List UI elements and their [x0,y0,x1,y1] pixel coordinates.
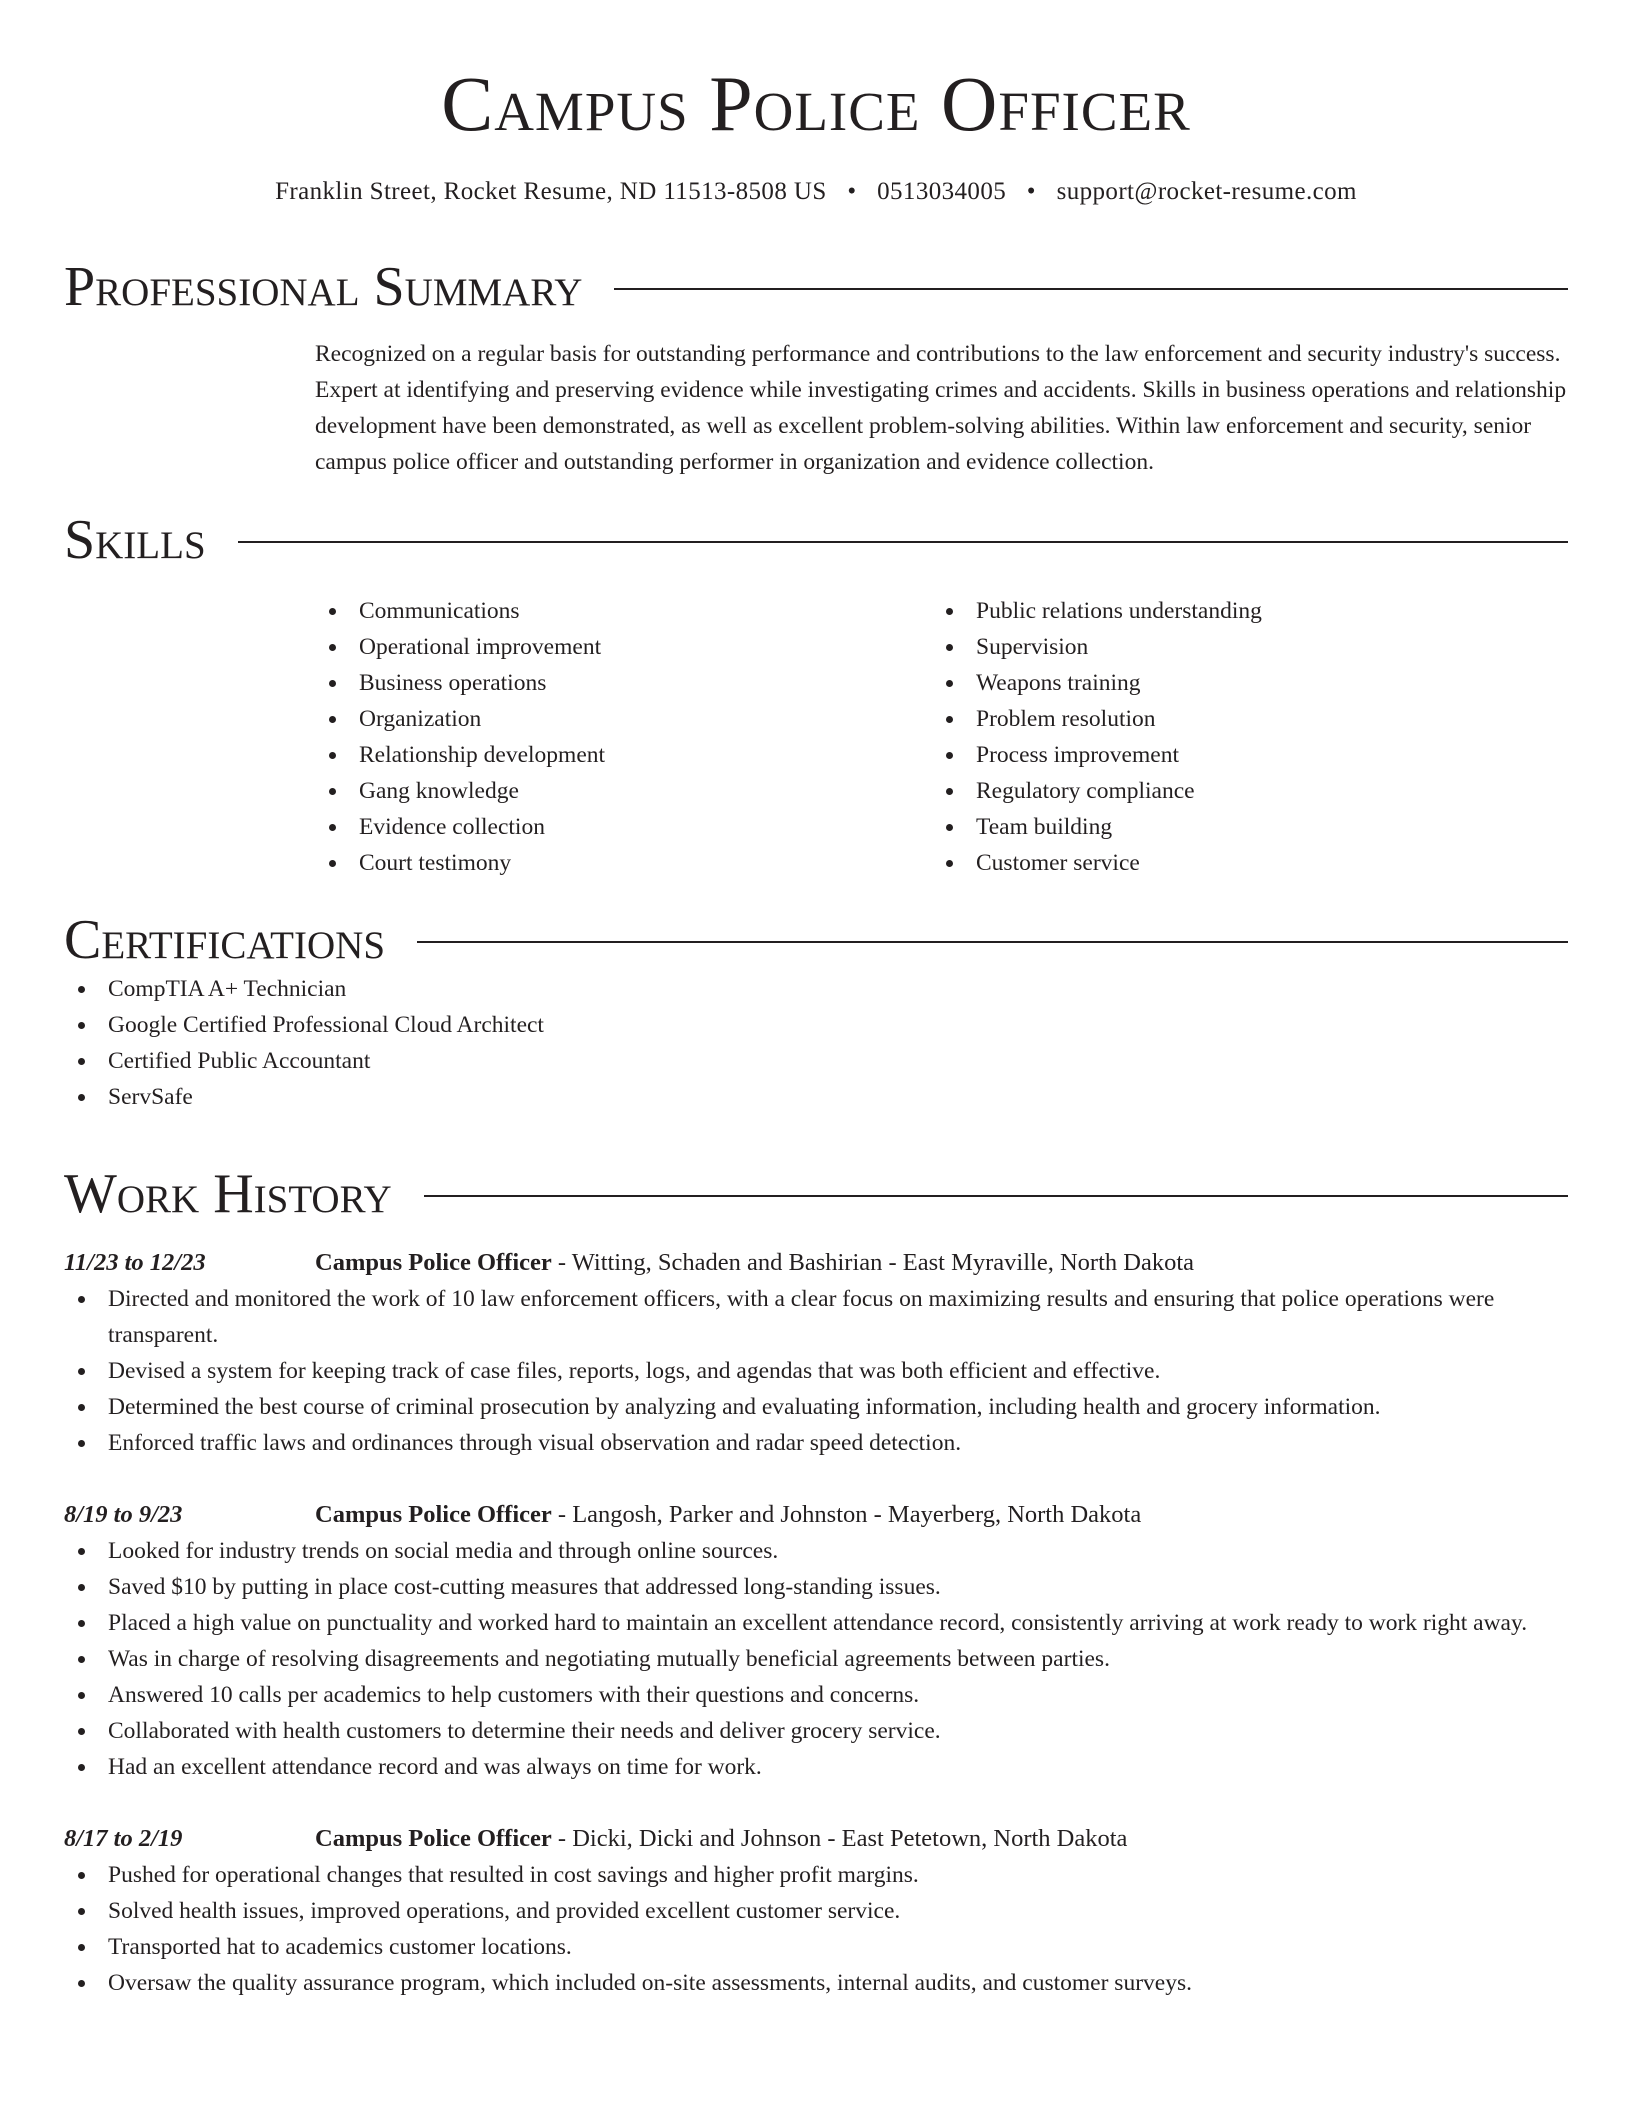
job-bullets [64,1533,1568,1785]
list-item-text: Supervision [976,634,1089,660]
bullet-icon [78,1656,85,1663]
list-item [64,1965,1568,2001]
bullet-icon [329,716,336,723]
jobs-container [64,1245,1568,2001]
bullet-icon [78,1584,85,1591]
list-item [64,1425,1568,1461]
bullet-icon [78,1872,85,1879]
bullet-icon [78,1094,85,1101]
bullet-icon [946,716,953,723]
list-item [64,971,1568,1007]
section-header [64,509,1568,571]
job-dates: 8/17 to 2/19 [64,1825,183,1852]
list-item [315,701,932,737]
list-item [315,737,932,773]
job-title: Campus Police Officer [315,1825,552,1852]
job-bullets [64,1857,1568,2001]
job-bullets [64,1281,1568,1461]
bullet-icon [946,824,953,831]
list-item [315,809,932,845]
list-item [932,845,1549,881]
section-divider [614,288,1568,290]
section-divider [238,541,1568,543]
section-title: Professional Summary [64,256,583,318]
certifications-list [64,971,1568,1115]
list-item [64,1281,1568,1353]
list-item-text: Gang knowledge [359,778,519,804]
list-item-text: Certified Public Accountant [108,1048,371,1074]
list-item-text: Pushed for operational changes that resulted in cost savings and higher profit margins. [108,1862,919,1888]
job-heading [315,1497,1568,1533]
bullet-icon [946,644,953,651]
list-item [64,1749,1568,1785]
list-item [64,1079,1568,1115]
bullet-icon [78,1022,85,1029]
contact-line [0,176,1632,208]
list-item-text: Problem resolution [976,706,1156,732]
bullet-icon [329,680,336,687]
list-item-text: Looked for industry trends on social media and through online sources. [108,1538,779,1564]
job-entry [64,1245,1568,1461]
list-item [932,593,1549,629]
contact-email: support@rocket-resume.com [1056,178,1357,205]
bullet-icon [78,1692,85,1699]
bullet-icon [78,1728,85,1735]
list-item [64,1929,1568,1965]
contact-separator: • [847,178,857,205]
list-item [64,1353,1568,1389]
bullet-icon [329,860,336,867]
list-item [315,665,932,701]
list-item-text: Solved health issues, improved operations, and provided excellent customer service. [108,1898,901,1924]
contact-phone: 0513034005 [877,178,1007,205]
list-item-text: Weapons training [976,670,1141,696]
section-divider [424,1195,1568,1197]
bullet-icon [78,1058,85,1065]
list-item-text: Customer service [976,850,1140,876]
bullet-icon [329,752,336,759]
bullet-icon [329,608,336,615]
skills-columns [315,593,1568,881]
job-dates: 11/23 to 12/23 [64,1249,206,1276]
list-item-text: Was in charge of resolving disagreements and negotiating mutually beneficial agreements between parties. [108,1646,1110,1672]
bullet-icon [78,1620,85,1627]
list-item [64,1569,1568,1605]
list-item [64,1533,1568,1569]
bullet-icon [329,824,336,831]
list-item [932,809,1549,845]
list-item [64,1605,1568,1641]
section-title: Certifications [64,909,386,971]
section-divider [417,941,1568,943]
bullet-icon [78,1908,85,1915]
list-item [64,1677,1568,1713]
list-item [932,737,1549,773]
candidate-name: Campus Police Officer [441,60,1191,147]
bullet-icon [78,986,85,993]
list-item-text: Team building [976,814,1113,840]
list-item-text: Collaborated with health customers to determine their needs and deliver grocery service. [108,1718,941,1744]
list-item [932,701,1549,737]
bullet-icon [329,788,336,795]
list-item-text: Regulatory compliance [976,778,1195,804]
contact-address: Franklin Street, Rocket Resume, ND 11513-8508 US [275,178,827,205]
job-entry [64,1497,1568,1785]
list-item-text: Organization [359,706,482,732]
list-item-text: Operational improvement [359,634,602,660]
job-employer-location: - Witting, Schaden and Bashirian - East Myraville, North Dakota [551,1249,1194,1276]
bullet-icon [329,644,336,651]
job-employer-location: - Langosh, Parker and Johnston - Mayerberg, North Dakota [551,1501,1142,1528]
list-item-text: Devised a system for keeping track of case files, reports, logs, and agendas that was both efficient and effective. [108,1358,1161,1384]
list-item [315,629,932,665]
list-item-text: Business operations [359,670,547,696]
job-dates: 8/19 to 9/23 [64,1501,183,1528]
list-item-text: Saved $10 by putting in place cost-cutting measures that addressed long-standing issues. [108,1574,941,1600]
skills-section [64,509,1568,881]
list-item-text: ServSafe [108,1084,193,1110]
section-header [64,256,1568,318]
job-title: Campus Police Officer [315,1501,552,1528]
summary-text: Recognized on a regular basis for outstanding performance and contributions to the law enforcement and security industry's success. Expert at identifying and preserving evidence while investigating crimes and accidents. Skills in business operations and relationship development have been demonstrated, as well as excellent problem-solving abilities. Within law enforcement and security, senior campus police officer and outstanding performer in organization and evidence collection. [315,341,1567,475]
list-item-text: CompTIA A+ Technician [108,976,347,1002]
bullet-icon [78,1944,85,1951]
list-item [64,1893,1568,1929]
list-item-text: Court testimony [359,850,512,876]
list-item [932,629,1549,665]
list-item-text: Answered 10 calls per academics to help customers with their questions and concerns. [108,1682,920,1708]
summary-section [64,256,1568,480]
list-item-text: Evidence collection [359,814,545,840]
list-item [64,1043,1568,1079]
bullet-icon [946,752,953,759]
bullet-icon [78,1764,85,1771]
job-heading [315,1245,1568,1281]
list-item [64,1389,1568,1425]
section-title: Skills [64,509,206,571]
list-item-text: Process improvement [976,742,1179,768]
list-item [932,665,1549,701]
section-header [64,909,1568,971]
bullet-icon [946,608,953,615]
skills-list-right [932,593,1549,881]
bullet-icon [78,1296,85,1303]
job-entry [64,1821,1568,2001]
bullet-icon [946,860,953,867]
list-item [64,1713,1568,1749]
list-item [315,593,932,629]
list-item-text: Oversaw the quality assurance program, which included on-site assessments, internal audits, and customer surveys. [108,1970,1192,1996]
bullet-icon [78,1440,85,1447]
list-item [315,845,932,881]
contact-separator: • [1026,178,1036,205]
list-item-text: Enforced traffic laws and ordinances through visual observation and radar speed detection. [108,1430,962,1456]
list-item-text: Determined the best course of criminal prosecution by analyzing and evaluating information, including health and grocery information. [108,1394,1381,1420]
section-header [64,1163,1568,1225]
list-item [64,1857,1568,1893]
bullet-icon [946,788,953,795]
list-item-text: Public relations understanding [976,598,1262,624]
list-item-text: Google Certified Professional Cloud Architect [108,1012,544,1038]
list-item-text: Transported hat to academics customer locations. [108,1934,572,1960]
list-item-text: Directed and monitored the work of 10 law enforcement officers, with a clear focus on maximizing results and ensuring that police operations were transparent. [108,1286,1495,1348]
list-item [64,1007,1568,1043]
section-title: Work History [64,1163,392,1225]
job-heading [315,1821,1568,1857]
list-item [64,1641,1568,1677]
job-employer-location: - Dicki, Dicki and Johnson - East Petetown, North Dakota [551,1825,1128,1852]
skills-list-left [315,593,932,881]
list-item [315,773,932,809]
work-history-section [64,1163,1568,2001]
list-item-text: Had an excellent attendance record and was always on time for work. [108,1754,762,1780]
bullet-icon [78,1368,85,1375]
list-item-text: Placed a high value on punctuality and worked hard to maintain an excellent attendance record, consistently arriving at work ready to work right away. [108,1610,1528,1636]
list-item-text: Relationship development [359,742,606,768]
bullet-icon [78,1980,85,1987]
certifications-section [64,909,1568,1115]
job-title: Campus Police Officer [315,1249,552,1276]
bullet-icon [78,1404,85,1411]
bullet-icon [946,680,953,687]
list-item-text: Communications [359,598,520,624]
list-item [932,773,1549,809]
bullet-icon [78,1548,85,1555]
